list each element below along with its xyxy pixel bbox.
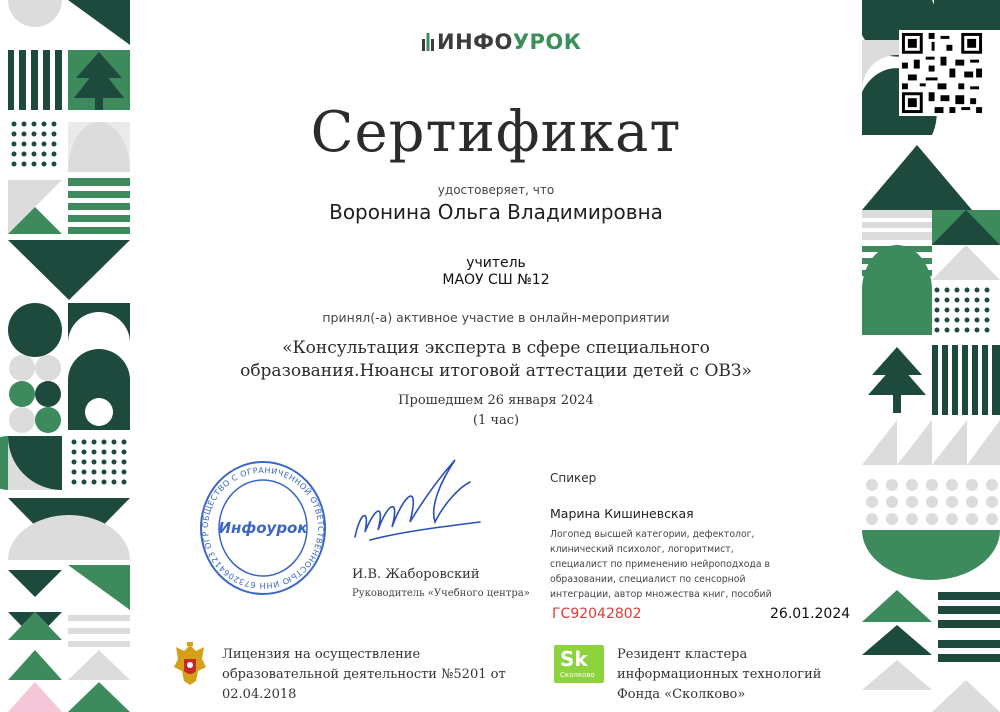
skolkovo-logo-big: Sk [560,647,588,671]
logo-text-plain: ИНФО [437,30,513,54]
event-title-line1: «Консультация эксперта в сфере специального [282,338,710,358]
logo-text-accent: УРОК [512,30,582,54]
speaker-description: Логопед высшей категории, дефектолог, клинический психолог, логоритмист, специалист по применению нейроподхода в образовании, специалист по сенсорной интеграции, автор множества книг, пособий [550,529,772,600]
infourok-logo [422,30,581,54]
right-decorative-border [862,0,1000,712]
stamp-ring-text: ОБЩЕСТВО С ОГРАНИЧЕННОЙ ОТВЕТСТВЕННОСТЬЮ ИНН 6732064123 ОГР [200,465,326,591]
certificate-body [130,0,862,712]
recipient-name: Воронина Ольга Владимировна [329,200,663,224]
skolkovo-logo [554,645,604,683]
left-decorative-border [0,0,130,712]
certificate-title: Сертификат [310,100,682,165]
speaker-label: Спикер [550,471,597,485]
certifies-text: удостоверяет, что [437,183,555,197]
infourok-logo-icon [422,32,434,50]
speaker-name: Марина Кишиневская [550,506,694,521]
russian-emblem-icon [170,641,210,687]
stamp-center-text: Инфоурок [218,519,308,537]
issue-date: 26.01.2024 [770,606,851,622]
license-text: Лицензия на осуществление образовательной деятельности №5201 от 02.04.2018 [222,647,506,702]
skolkovo-logo-small: Сколково [560,671,595,679]
participation-text: принял(-а) активное участие в онлайн-мероприятии [322,310,670,325]
event-title-line2: образования.Нюансы итоговой аттестации детей с ОВЗ» [240,361,752,381]
event-duration: (1 час) [472,413,520,428]
event-date: Прошедшем 26 января 2024 [398,393,594,408]
recipient-position: учитель [466,255,526,271]
signature [340,452,490,562]
qr-code [899,30,985,116]
signer-name: И.В. Жаборовский [352,567,480,582]
recipient-organization: МАОУ СШ №12 [442,272,550,288]
resident-text: Резидент кластера информационных технологий Фонда «Сколково» [617,647,822,702]
certificate-code: ГС92042802 [552,606,642,622]
organization-stamp [198,458,328,598]
signer-role: Руководитель «Учебного центра» [352,588,530,599]
